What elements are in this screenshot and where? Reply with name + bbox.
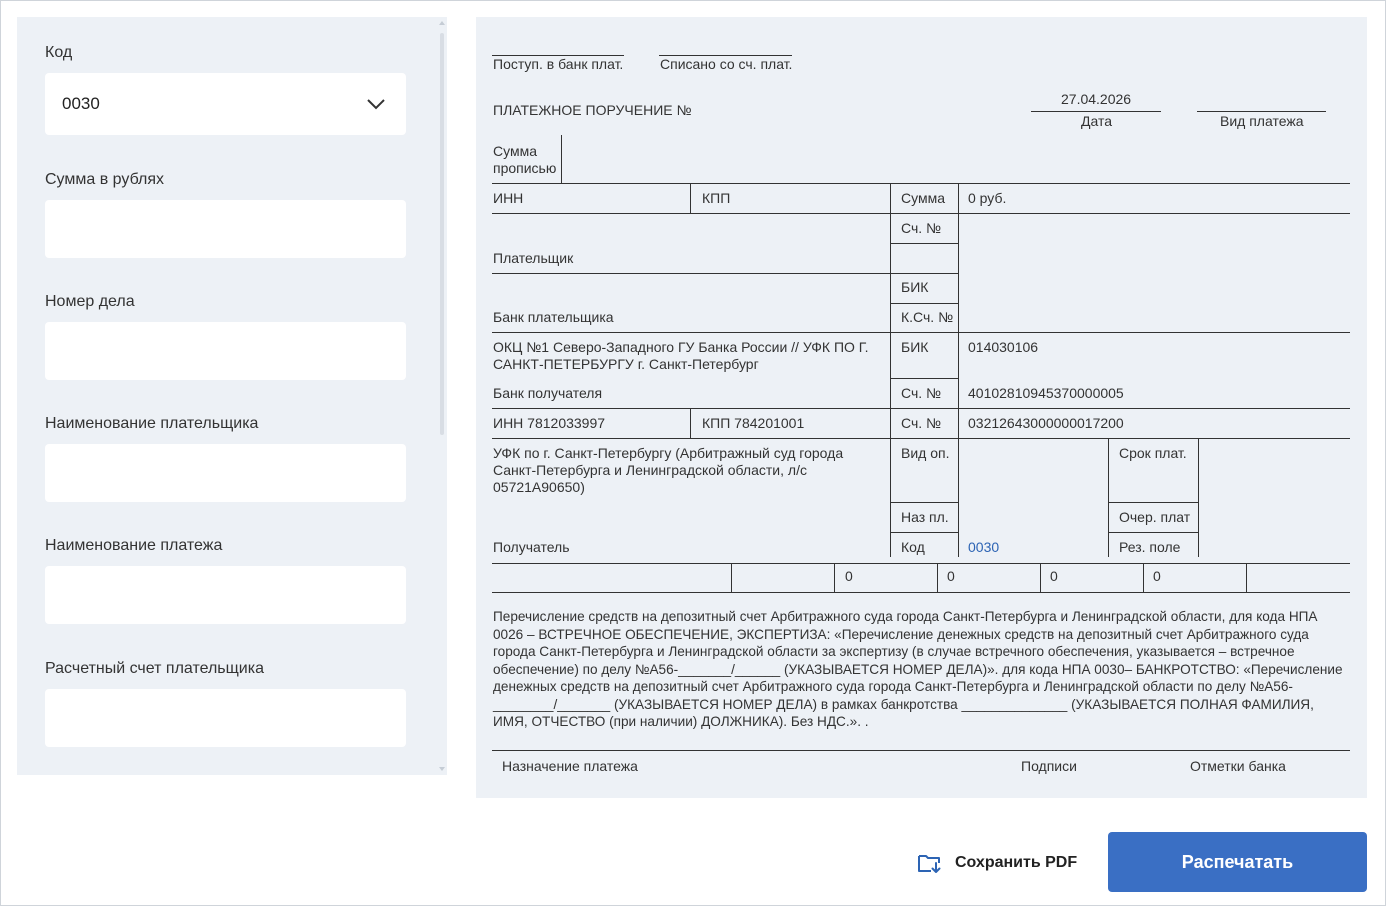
field-108-value: 0 — [1050, 568, 1058, 584]
recipient-bik-label: БИК — [901, 339, 929, 355]
date-label: Дата — [1081, 113, 1113, 129]
recipient-kpp: КПП 784201001 — [702, 415, 805, 431]
recipient-acc-label: Сч. № — [901, 415, 942, 431]
term-label: Срок плат. — [1119, 445, 1187, 461]
recipient-corr-label: Сч. № — [901, 385, 942, 401]
recipient-inn: ИНН 7812033997 — [493, 415, 606, 431]
date-value: 27.04.2026 — [1061, 91, 1132, 107]
case-number-input[interactable] — [45, 322, 406, 380]
field-109-value: 0 — [1153, 568, 1161, 584]
document-title: ПЛАТЕЖНОЕ ПОРУЧЕНИЕ № — [493, 102, 692, 118]
field-106-value: 0 — [845, 568, 853, 584]
payment-name-input[interactable] — [45, 566, 406, 624]
sum-words-label: Сумма прописью — [493, 143, 557, 176]
payment-name-label: Наименование платежа — [45, 537, 223, 554]
payer-account-label: Расчетный счет плательщика — [45, 660, 264, 677]
payer-corr-label: К.Сч. № — [901, 309, 954, 325]
case-number-label: Номер дела — [45, 293, 135, 310]
recipient-bank-label: Банк получателя — [493, 385, 603, 401]
payer-name-label: Наименование плательщика — [45, 415, 259, 432]
payer-account-input[interactable] — [45, 689, 406, 747]
reserve-label: Рез. поле — [1119, 539, 1181, 555]
scroll-thumb[interactable] — [440, 33, 444, 435]
scroll-up-icon[interactable] — [439, 20, 445, 26]
debited-label: Списано со сч. плат. — [660, 56, 793, 72]
sum-value: 0 руб. — [968, 190, 1007, 206]
scroll-down-icon[interactable] — [439, 766, 445, 772]
recipient-bik-value: 014030106 — [968, 339, 1039, 355]
save-pdf-button[interactable] — [917, 848, 1077, 878]
code-field-value: 0030 — [968, 539, 1000, 555]
kpp-label: КПП — [702, 190, 731, 206]
recipient-corr-value: 40102810945370000005 — [968, 385, 1124, 401]
op-type-label: Вид оп. — [901, 445, 950, 461]
amount-label: Сумма в рублях — [45, 171, 165, 188]
recipient-label: Получатель — [493, 539, 570, 555]
payer-bik-label: БИК — [901, 279, 929, 295]
code-label: Код — [45, 44, 73, 61]
code-select[interactable] — [45, 73, 406, 135]
recipient-bank-name: ОКЦ №1 Северо-Западного ГУ Банка России // УФК ПО Г. САНКТ-ПЕТЕРБУРГУ г. Санкт-Петербург — [493, 339, 869, 372]
payer-name-input[interactable] — [45, 444, 406, 502]
code-select-value: 0030 — [62, 94, 100, 113]
code-field-label: Код — [901, 539, 925, 555]
recipient-name: УФК по г. Санкт-Петербургу (Арбитражный суд города Санкт-Петербурга и Ленинградской области, л/с 05721А90650) — [493, 445, 844, 495]
sum-label: Сумма — [901, 190, 945, 206]
field-107-value: 0 — [947, 568, 955, 584]
save-pdf-label: Сохранить PDF — [955, 854, 1078, 871]
purpose-code-label: Наз пл. — [901, 509, 949, 525]
payer-label: Плательщик — [493, 250, 574, 266]
folder-download-icon — [917, 852, 943, 874]
received-label: Поступ. в банк плат. — [493, 56, 624, 72]
amount-input[interactable] — [45, 200, 406, 258]
recipient-acc-value: 03212643000000017200 — [968, 415, 1124, 431]
form-scrollbar[interactable] — [437, 17, 447, 775]
chevron-down-icon — [366, 94, 386, 114]
payment-type-label: Вид платежа — [1220, 113, 1304, 129]
payment-order-preview — [476, 17, 1367, 798]
signatures-label: Подписи — [1021, 758, 1077, 774]
inn-label: ИНН — [493, 190, 524, 206]
order-label: Очер. плат — [1119, 509, 1191, 525]
purpose-label: Назначение платежа — [502, 758, 638, 774]
bank-marks-label: Отметки банка — [1190, 758, 1286, 774]
print-button[interactable]: Распечатать — [1108, 832, 1367, 892]
form-panel — [17, 17, 447, 775]
payment-purpose-text: Перечисление средств на депозитный счет Арбитражного суда города Санкт-Петербурга и Ленинградской области, для кода НПА 0026 – ВСТРЕЧНОЕ ОБЕСПЕЧЕНИЕ, ЭКСПЕРТИЗА: «Перечисление денежных средств на депозитный счет Арбитражного суда города Санкт-Петербурга и Ленинградской области за экспертизу (в случае встречного обеспечения, указывается – встречное обеспечение) по делу №А56-_______/______ (УКАЗЫВАЕТСЯ НОМЕР ДЕЛА)». для кода НПА 0030– БАНКРОТСТВО: «Перечисление денежных средств на депозитный счет Арбитражного суда города Санкт-Петербурга и Ленинградской области по делу №А56-________/_______ (УКАЗЫВАЕТСЯ НОМЕР ДЕЛА) в рамках банкротства ______________ (УКАЗЫВАЕТСЯ ПОЛНАЯ ФАМИЛИЯ, ИМЯ, ОТЧЕСТВО (при наличии) ДОЛЖНИКА). Без НДС.». . — [493, 609, 1343, 729]
payer-account-no-label: Сч. № — [901, 220, 942, 236]
payer-bank-label: Банк плательщика — [493, 309, 614, 325]
